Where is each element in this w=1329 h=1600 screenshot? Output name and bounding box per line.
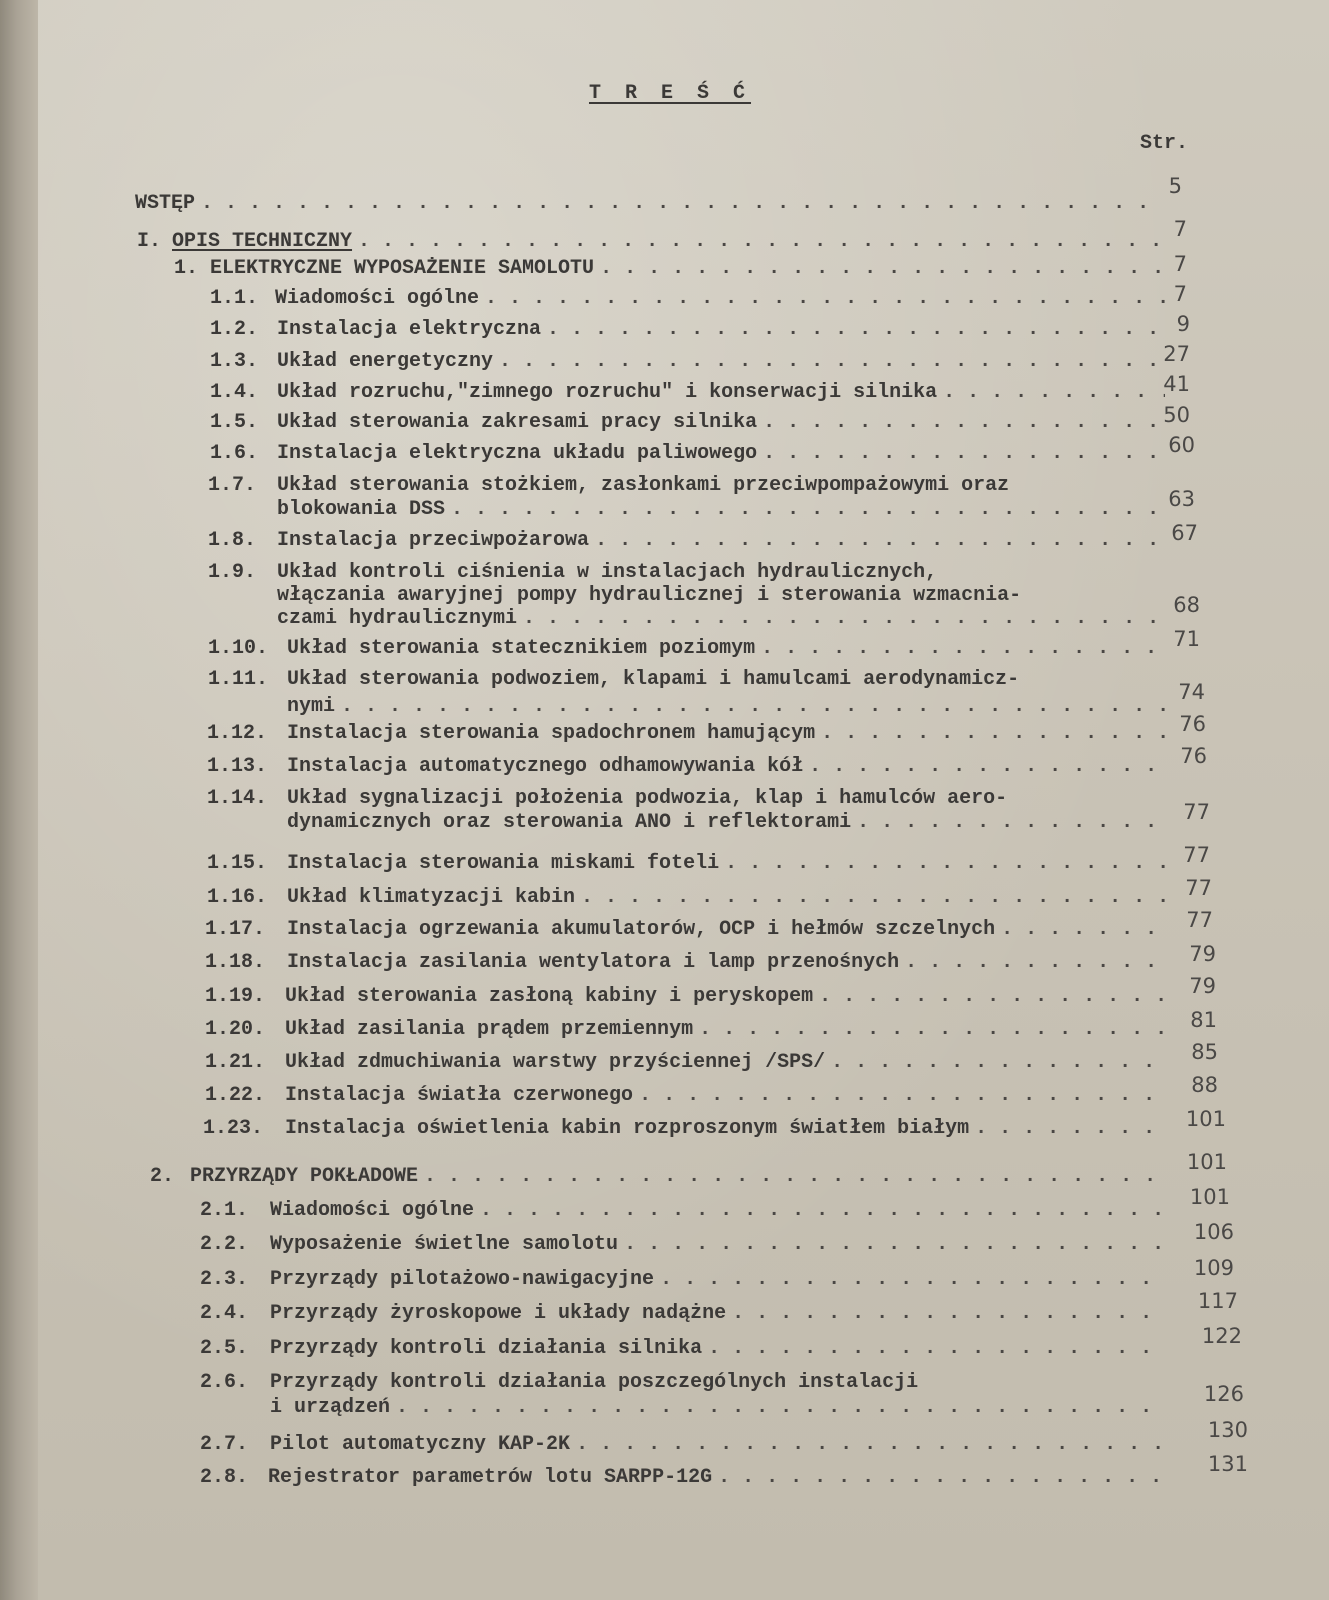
toc-page-number: 7	[1173, 282, 1187, 306]
toc-entry-title: Wiadomości ogólne	[270, 1199, 475, 1222]
toc-entry-number: 2.5.	[200, 1337, 249, 1360]
toc-page-number: 50	[1163, 403, 1190, 427]
toc-page-number: 130	[1207, 1418, 1248, 1442]
toc-entry-title: Układ energetyczny	[277, 350, 494, 373]
toc-entry	[200, 1268, 1165, 1291]
toc-entry-number: 2.8.	[200, 1466, 249, 1489]
toc-page-number: 68	[1173, 593, 1200, 617]
dot-leader	[732, 1302, 1165, 1325]
toc-entry	[200, 1337, 1165, 1360]
toc-entry-number: 1.11.	[208, 668, 269, 691]
toc-entry	[205, 918, 1165, 941]
dot-leader	[547, 318, 1165, 341]
dot-leader	[1001, 918, 1165, 941]
toc-entry	[150, 1165, 1165, 1188]
toc-entry-title: Przyrządy kontroli działania silnika	[270, 1337, 703, 1360]
toc-page-number: 41	[1163, 372, 1190, 396]
dot-leader	[499, 350, 1165, 373]
toc-page-number: 126	[1203, 1382, 1244, 1406]
toc-page-number: 85	[1191, 1040, 1218, 1064]
toc-page-number: 109	[1193, 1256, 1234, 1280]
toc-entry-title: i urządzeń	[270, 1396, 391, 1419]
toc-entry-number: 1.14.	[207, 787, 268, 810]
toc-entry-number: 1.1.	[210, 287, 259, 310]
toc-entry-title: Układ klimatyzacji kabin	[287, 886, 576, 909]
toc-entry	[210, 442, 1165, 465]
toc-page-number: 27	[1163, 342, 1190, 366]
toc-page-number: 9	[1176, 312, 1190, 336]
dot-leader	[975, 1117, 1165, 1140]
toc-entry-title: Rejestrator parametrów lotu SARPP-12G	[268, 1466, 713, 1489]
toc-entry-title: Instalacja oświetlenia kabin rozproszonym światłem białym	[285, 1117, 970, 1140]
toc-entry	[210, 318, 1165, 341]
toc-entry	[203, 1117, 1165, 1140]
toc-entry-number: 1.10.	[208, 637, 269, 660]
toc-entry	[207, 852, 1165, 875]
dot-leader	[523, 607, 1165, 630]
dot-leader	[943, 381, 1165, 404]
toc-page-number: 67	[1171, 521, 1198, 545]
toc-entry-number: 2.4.	[200, 1302, 249, 1325]
page-column-header: Str.	[1140, 132, 1189, 155]
dot-leader	[451, 498, 1165, 521]
toc-entry-number: 1.	[174, 257, 199, 280]
toc-page-number: 122	[1201, 1324, 1242, 1348]
dot-leader	[763, 442, 1165, 465]
toc-entry-number: 1.8.	[208, 529, 257, 552]
toc-page-number: 77	[1186, 908, 1213, 932]
toc-entry-title: Instalacja światła czerwonego	[285, 1084, 634, 1107]
dot-leader	[660, 1268, 1165, 1291]
toc-entry	[200, 1233, 1165, 1256]
toc-entry-title: Układ sterowania statecznikiem poziomym	[287, 637, 756, 660]
dot-leader	[763, 411, 1165, 434]
toc-entry-number: 1.23.	[203, 1117, 264, 1140]
toc-page-number: 77	[1183, 800, 1210, 824]
dot-leader	[595, 529, 1165, 552]
dot-leader	[708, 1337, 1165, 1360]
toc-entry-number: 1.5.	[210, 411, 259, 434]
toc-entry	[210, 411, 1165, 434]
toc-entry-title: Instalacja sterowania spadochronem hamującym	[287, 722, 816, 745]
toc-page-number: 63	[1168, 487, 1195, 511]
toc-page-number: 5	[1168, 174, 1182, 198]
dot-leader	[201, 192, 1165, 215]
dot-leader	[718, 1466, 1165, 1489]
toc-entry-title: Układ sygnalizacji położenia podwozia, klap i hamulców aero-	[287, 787, 1008, 810]
toc-entry	[210, 350, 1165, 373]
toc-entry-number: 1.3.	[210, 350, 259, 373]
toc-entry-title: Instalacja elektryczna układu paliwowego	[277, 442, 758, 465]
toc-entry	[207, 755, 1165, 778]
toc-entry-number: 2.	[150, 1165, 175, 1188]
toc-entry	[205, 1018, 1165, 1041]
dot-leader	[857, 811, 1165, 834]
toc-entry-title: WSTĘP	[135, 192, 196, 215]
toc-entry-number: 2.7.	[200, 1433, 249, 1456]
dot-leader	[358, 230, 1165, 253]
dot-leader	[485, 287, 1165, 310]
toc-entry	[210, 287, 1165, 310]
toc-entry-title: Układ sterowania zasłoną kabiny i peryskopem	[285, 985, 814, 1008]
toc-entry	[205, 985, 1165, 1008]
toc-entry-title: włączania awaryjnej pompy hydraulicznej i sterowania wzmacnia-	[277, 584, 1022, 607]
toc-page-number: 101	[1185, 1107, 1226, 1131]
toc-entry-title: Układ kontroli ciśnienia w instalacjach hydraulicznych,	[277, 561, 938, 584]
toc-entry-number: 1.16.	[207, 886, 268, 909]
toc-entry	[200, 1433, 1165, 1456]
toc-entry-number: 1.20.	[205, 1018, 266, 1041]
toc-entry-title: czami hydraulicznymi	[277, 607, 518, 630]
toc-entry	[205, 1084, 1165, 1107]
toc-page-number: 131	[1207, 1452, 1248, 1476]
toc-page-number: 101	[1186, 1150, 1227, 1174]
toc-entry-title: Układ sterowania podwoziem, klapami i hamulcami aerodynamicz-	[287, 668, 1020, 691]
toc-page-number: 60	[1168, 433, 1195, 457]
toc-entry-title: dynamicznych oraz sterowania ANO i reflektorami	[287, 811, 852, 834]
toc-entry-number: 1.13.	[207, 755, 268, 778]
toc-entry-title: Układ sterowania stożkiem, zasłonkami przeciwpompażowymi oraz	[277, 474, 1010, 497]
dot-leader	[600, 257, 1165, 280]
toc-page-number: 74	[1178, 680, 1205, 704]
toc-page-number: 7	[1173, 252, 1187, 276]
toc-entry-title: Układ zdmuchiwania warstwy przyściennej /SPS/	[285, 1051, 826, 1074]
toc-page-number: 77	[1185, 876, 1212, 900]
dot-leader	[725, 852, 1165, 875]
toc-entry-title: Wiadomości ogólne	[275, 287, 480, 310]
dot-leader	[424, 1165, 1165, 1188]
dot-leader	[809, 755, 1165, 778]
toc-entry	[137, 230, 1165, 253]
toc-entry-number: 1.18.	[205, 951, 266, 974]
toc-entry-number: 2.1.	[200, 1199, 249, 1222]
toc-entry-number: 1.17.	[205, 918, 266, 941]
toc-entry-title: Pilot automatyczny KAP-2K	[270, 1433, 571, 1456]
toc-entry-number: 1.12.	[207, 722, 268, 745]
toc-entry	[208, 637, 1165, 660]
toc-entry-title: OPIS TECHNICZNY	[172, 230, 353, 253]
toc-page-number: 71	[1173, 627, 1200, 651]
toc-page-number: 106	[1193, 1220, 1234, 1244]
toc-entry-number: 1.4.	[210, 381, 259, 404]
dot-leader	[639, 1084, 1165, 1107]
toc-page-number: 76	[1179, 712, 1206, 736]
toc-page-number: 79	[1189, 942, 1216, 966]
toc-entry-title: Przyrządy pilotażowo-nawigacyjne	[270, 1268, 655, 1291]
toc-entry	[174, 257, 1165, 280]
dot-leader	[581, 886, 1165, 909]
toc-entry-title: Instalacja ogrzewania akumulatorów, OCP i hełmów szczelnych	[287, 918, 996, 941]
dot-leader	[576, 1433, 1165, 1456]
toc-entry	[207, 886, 1165, 909]
toc-entry-number: 1.21.	[205, 1051, 266, 1074]
toc-page-number: 76	[1180, 744, 1207, 768]
dot-leader	[831, 1051, 1165, 1074]
toc-entry-title: Instalacja przeciwpożarowa	[277, 529, 590, 552]
dot-leader	[699, 1018, 1165, 1041]
toc-entry	[135, 192, 1165, 215]
toc-entry-number: 1.15.	[207, 852, 268, 875]
toc-entry-title: blokowania DSS	[277, 498, 446, 521]
toc-entry-number: 1.6.	[210, 442, 259, 465]
toc-entry	[200, 1466, 1165, 1489]
toc-entry-title: PRZYRZĄDY POKŁADOWE	[190, 1165, 419, 1188]
toc-entry-title: Instalacja automatycznego odhamowywania kół	[287, 755, 804, 778]
toc-entry-number: 2.3.	[200, 1268, 249, 1291]
toc-entry-title: Instalacja sterowania miskami foteli	[287, 852, 720, 875]
page-shadow-edge	[0, 0, 38, 1600]
toc-entry-title: Układ sterowania zakresami pracy silnika	[277, 411, 758, 434]
dot-leader	[819, 985, 1165, 1008]
toc-entry-title: Instalacja elektryczna	[277, 318, 542, 341]
toc-entry	[207, 722, 1165, 745]
toc-entry-title: Układ zasilania prądem przemiennym	[285, 1018, 694, 1041]
toc-entry-title: Układ rozruchu,"zimnego rozruchu" i konserwacji silnika	[277, 381, 938, 404]
toc-entry-title: ELEKTRYCZNE WYPOSAŻENIE SAMOLOTU	[210, 257, 595, 280]
toc-entry-number: 1.19.	[205, 985, 266, 1008]
toc-page-number: 81	[1190, 1008, 1217, 1032]
toc-page-number: 79	[1189, 974, 1216, 998]
toc-entry	[210, 381, 1165, 404]
toc-page-number: 88	[1191, 1073, 1218, 1097]
dot-leader	[821, 722, 1165, 745]
toc-entry-number: I.	[137, 230, 162, 253]
toc-entry	[200, 1199, 1165, 1222]
toc-entry-title: Przyrządy kontroli działania poszczególnych instalacji	[270, 1371, 919, 1394]
toc-page-number: 7	[1173, 217, 1187, 241]
toc-entry-number: 2.6.	[200, 1371, 249, 1394]
dot-leader	[341, 695, 1165, 718]
toc-entry-title: Instalacja zasilania wentylatora i lamp przenośnych	[287, 951, 900, 974]
dot-leader	[480, 1199, 1165, 1222]
dot-leader	[624, 1233, 1165, 1256]
toc-entry-title: Przyrządy żyroskopowe i układy nadążne	[270, 1302, 727, 1325]
toc-entry	[200, 1302, 1165, 1325]
toc-entry-number: 2.2.	[200, 1233, 249, 1256]
toc-entry-number: 1.7.	[208, 474, 257, 497]
dot-leader	[761, 637, 1165, 660]
toc-entry-number: 1.2.	[210, 318, 259, 341]
toc-page-number: 117	[1197, 1289, 1238, 1313]
toc-page-number: 77	[1183, 843, 1210, 867]
toc-entry-title: nymi	[287, 695, 336, 718]
toc-entry	[207, 787, 1165, 858]
toc-entry-number: 1.9.	[208, 561, 257, 584]
toc-entry-number: 1.22.	[205, 1084, 266, 1107]
toc-entry	[205, 951, 1165, 974]
page-title: T R E Ś Ć	[588, 82, 752, 105]
toc-entry	[205, 1051, 1165, 1074]
toc-entry	[208, 529, 1165, 552]
dot-leader	[905, 951, 1165, 974]
toc-entry-title: Wyposażenie świetlne samolotu	[270, 1233, 619, 1256]
toc-page-number: 101	[1189, 1185, 1230, 1209]
dot-leader	[396, 1396, 1165, 1419]
